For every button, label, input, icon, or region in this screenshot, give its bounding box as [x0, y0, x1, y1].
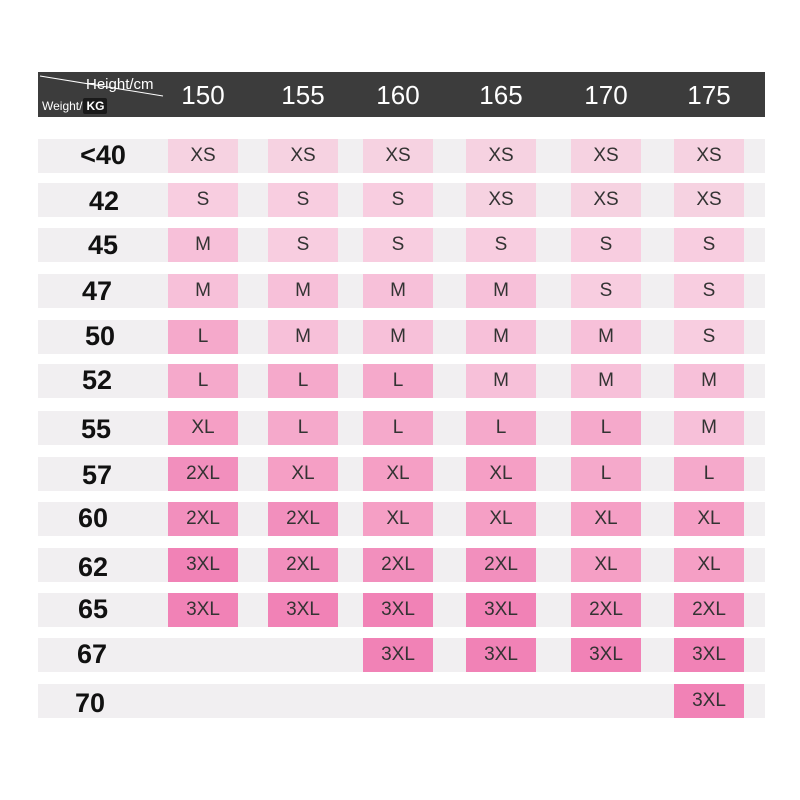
- size-cell: XS: [571, 183, 641, 217]
- weight-row-label: 52: [81, 365, 113, 395]
- size-cell: M: [168, 228, 238, 262]
- weight-row-label: 47: [81, 276, 113, 306]
- weight-axis-label: [42, 98, 107, 114]
- size-cell: XL: [674, 548, 744, 582]
- size-cell: S: [466, 228, 536, 262]
- size-cell: L: [571, 457, 641, 491]
- size-cell: 2XL: [168, 502, 238, 536]
- size-cell: S: [168, 183, 238, 217]
- size-cell: XL: [168, 411, 238, 445]
- size-cell: L: [466, 411, 536, 445]
- size-cell: L: [168, 364, 238, 398]
- size-cell: 3XL: [168, 593, 238, 627]
- size-cell: XS: [571, 139, 641, 173]
- size-cell: 3XL: [363, 593, 433, 627]
- size-cell: S: [674, 228, 744, 262]
- weight-label-text: Weight/: [42, 99, 83, 113]
- size-cell: S: [571, 228, 641, 262]
- weight-row-label: 70: [74, 688, 106, 718]
- size-cell: M: [363, 320, 433, 354]
- size-chart-header: [38, 72, 765, 117]
- size-cell: S: [268, 183, 338, 217]
- size-cell: M: [466, 364, 536, 398]
- weight-row-label: <40: [80, 140, 126, 170]
- size-cell: 2XL: [466, 548, 536, 582]
- size-cell: XS: [674, 183, 744, 217]
- weight-row-label: 57: [81, 460, 113, 490]
- size-cell: XS: [268, 139, 338, 173]
- size-cell: XS: [466, 139, 536, 173]
- size-cell: S: [363, 183, 433, 217]
- size-cell: L: [268, 364, 338, 398]
- size-cell: M: [466, 274, 536, 308]
- size-cell: M: [674, 364, 744, 398]
- height-column-header: 150: [181, 80, 225, 110]
- size-cell: L: [674, 457, 744, 491]
- size-cell: 3XL: [168, 548, 238, 582]
- size-cell: S: [363, 228, 433, 262]
- size-cell: 3XL: [363, 638, 433, 672]
- weight-row-label: 50: [84, 321, 116, 351]
- size-cell: S: [571, 274, 641, 308]
- weight-row-label: 60: [77, 503, 109, 533]
- height-column-header: 170: [584, 80, 628, 110]
- size-cell: L: [168, 320, 238, 354]
- size-cell: M: [268, 274, 338, 308]
- weight-unit-badge: KG: [83, 98, 107, 114]
- header-corner-cell: [38, 72, 168, 117]
- size-cell: 3XL: [268, 593, 338, 627]
- size-cell: S: [674, 320, 744, 354]
- size-cell: S: [674, 274, 744, 308]
- height-column-header: 175: [687, 80, 731, 110]
- size-cell: 3XL: [466, 638, 536, 672]
- weight-row-label: 62: [77, 552, 109, 582]
- size-cell: 3XL: [674, 684, 744, 718]
- height-axis-label: Height/cm: [86, 76, 154, 93]
- size-cell: 2XL: [363, 548, 433, 582]
- size-cell: 2XL: [268, 548, 338, 582]
- size-cell: M: [363, 274, 433, 308]
- size-cell: M: [571, 364, 641, 398]
- weight-row-label: 55: [80, 414, 112, 444]
- size-cell: 3XL: [674, 638, 744, 672]
- weight-row-label: 67: [76, 639, 108, 669]
- height-column-header: 165: [479, 80, 523, 110]
- size-cell: XS: [674, 139, 744, 173]
- size-cell: XL: [268, 457, 338, 491]
- size-cell: XL: [363, 502, 433, 536]
- size-cell: 2XL: [268, 502, 338, 536]
- size-cell: 2XL: [571, 593, 641, 627]
- weight-row-label: 45: [87, 230, 119, 260]
- size-cell: XL: [674, 502, 744, 536]
- table-row: [38, 684, 765, 718]
- size-cell: S: [268, 228, 338, 262]
- size-cell: XL: [571, 502, 641, 536]
- size-cell: XL: [466, 502, 536, 536]
- size-cell: 3XL: [571, 638, 641, 672]
- size-cell: XS: [466, 183, 536, 217]
- size-cell: 2XL: [674, 593, 744, 627]
- size-cell: M: [466, 320, 536, 354]
- size-cell: L: [571, 411, 641, 445]
- size-cell: XL: [571, 548, 641, 582]
- size-cell: L: [268, 411, 338, 445]
- size-cell: M: [674, 411, 744, 445]
- size-cell: 2XL: [168, 457, 238, 491]
- size-cell: L: [363, 364, 433, 398]
- height-column-header: 155: [281, 80, 325, 110]
- size-cell: L: [363, 411, 433, 445]
- size-cell: M: [168, 274, 238, 308]
- size-cell: 3XL: [466, 593, 536, 627]
- size-cell: XL: [466, 457, 536, 491]
- weight-row-label: 42: [88, 186, 120, 216]
- size-cell: XS: [363, 139, 433, 173]
- size-cell: XS: [168, 139, 238, 173]
- size-cell: XL: [363, 457, 433, 491]
- size-cell: M: [268, 320, 338, 354]
- height-column-header: 160: [376, 80, 420, 110]
- weight-row-label: 65: [77, 594, 109, 624]
- size-cell: M: [571, 320, 641, 354]
